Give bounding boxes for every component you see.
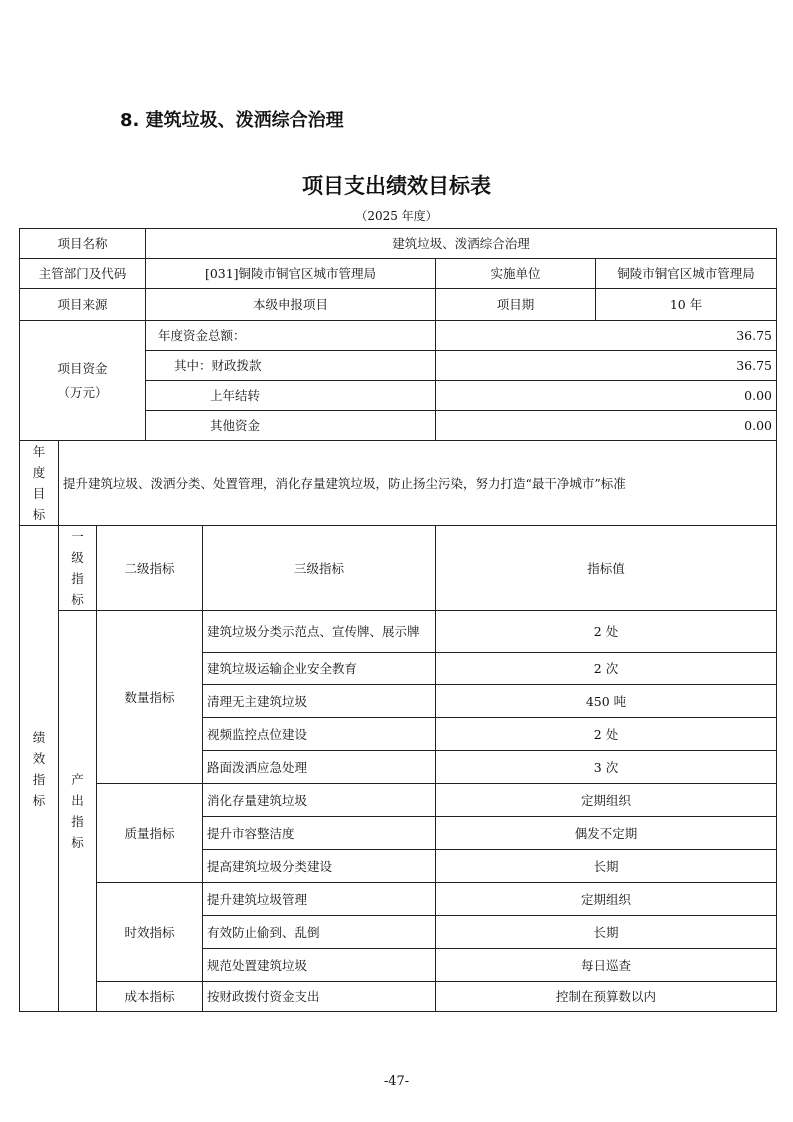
name-value: 建筑垃圾、泼洒综合治理 (146, 229, 777, 259)
indicator-name: 有效防止偷到、乱倒 (203, 916, 436, 949)
indicator-value: 长期 (436, 916, 777, 949)
indicator-value: 定期组织 (436, 883, 777, 916)
indicator-value: 定期组织 (436, 784, 777, 817)
indicator-name: 提高建筑垃圾分类建设 (203, 850, 436, 883)
indicator-name: 规范处置建筑垃圾 (203, 949, 436, 982)
impl-value: 铜陵市铜官区城市管理局 (596, 259, 777, 289)
funds-label: 项目资金（万元） (20, 321, 146, 441)
funds-other-label: 其他资金 (146, 411, 436, 441)
indicator-value: 控制在预算数以内 (436, 982, 777, 1012)
indicator-name: 消化存量建筑垃圾 (203, 784, 436, 817)
dept-label: 主管部门及代码 (20, 259, 146, 289)
performance-table (19, 228, 777, 1012)
indicator-name: 建筑垃圾分类示范点、宣传牌、展示牌 (203, 611, 436, 653)
indicator-name: 路面泼洒应急处理 (203, 751, 436, 784)
annual-goal-label: 年度目标 (20, 441, 59, 526)
period-label: 项目期 (436, 289, 596, 321)
header-level1: 一级指标 (59, 526, 97, 611)
table-year: （2025 年度） (355, 209, 438, 223)
indicator-value: 偶发不定期 (436, 817, 777, 850)
funds-total-value: 36.75 (436, 321, 777, 351)
indicator-value: 2 处 (436, 611, 777, 653)
page-number: -47- (383, 1074, 410, 1089)
period-value: 10 年 (596, 289, 777, 321)
source-value: 本级申报项目 (146, 289, 436, 321)
indicator-value: 每日巡查 (436, 949, 777, 982)
funds-total-label: 年度资金总额： (146, 321, 436, 351)
quantity-label: 数量指标 (97, 611, 203, 784)
indicator-value: 3 次 (436, 751, 777, 784)
level1-output: 产出指标 (59, 611, 97, 1012)
funds-other-value: 0.00 (436, 411, 777, 441)
indicator-value: 450 吨 (436, 685, 777, 718)
indicator-name: 建筑垃圾运输企业安全教育 (203, 653, 436, 685)
timeliness-label: 时效指标 (97, 883, 203, 982)
name-label: 项目名称 (20, 229, 146, 259)
indicator-name: 视频监控点位建设 (203, 718, 436, 751)
funds-carryover-label: 上年结转 (146, 381, 436, 411)
indicator-name: 提升市容整洁度 (203, 817, 436, 850)
indicator-name: 按财政拨付资金支出 (203, 982, 436, 1012)
indicator-value: 2 处 (436, 718, 777, 751)
quality-label: 质量指标 (97, 784, 203, 883)
dept-value: [031]铜陵市铜官区城市管理局 (146, 259, 436, 289)
funds-carryover-value: 0.00 (436, 381, 777, 411)
source-label: 项目来源 (20, 289, 146, 321)
impl-label: 实施单位 (436, 259, 596, 289)
indicator-name: 清理无主建筑垃圾 (203, 685, 436, 718)
header-value: 指标值 (436, 526, 777, 611)
indicator-value: 2 次 (436, 653, 777, 685)
indicators-group-label: 绩效指标 (20, 526, 59, 1012)
table-title: 项目支出绩效目标表 (302, 174, 491, 198)
indicator-value: 长期 (436, 850, 777, 883)
cost-label: 成本指标 (97, 982, 203, 1012)
annual-goal-text: 提升建筑垃圾、泼洒分类、处置管理，消化存量建筑垃圾，防止扬尘污染，努力打造“最干净城市”标准 (59, 441, 777, 526)
header-level2: 二级指标 (97, 526, 203, 611)
header-level3: 三级指标 (203, 526, 436, 611)
funds-fiscal-value: 36.75 (436, 351, 777, 381)
indicator-name: 提升建筑垃圾管理 (203, 883, 436, 916)
funds-fiscal-label: 其中：财政拨款 (146, 351, 436, 381)
section-heading: 8. 建筑垃圾、泼洒综合治理 (120, 110, 344, 131)
